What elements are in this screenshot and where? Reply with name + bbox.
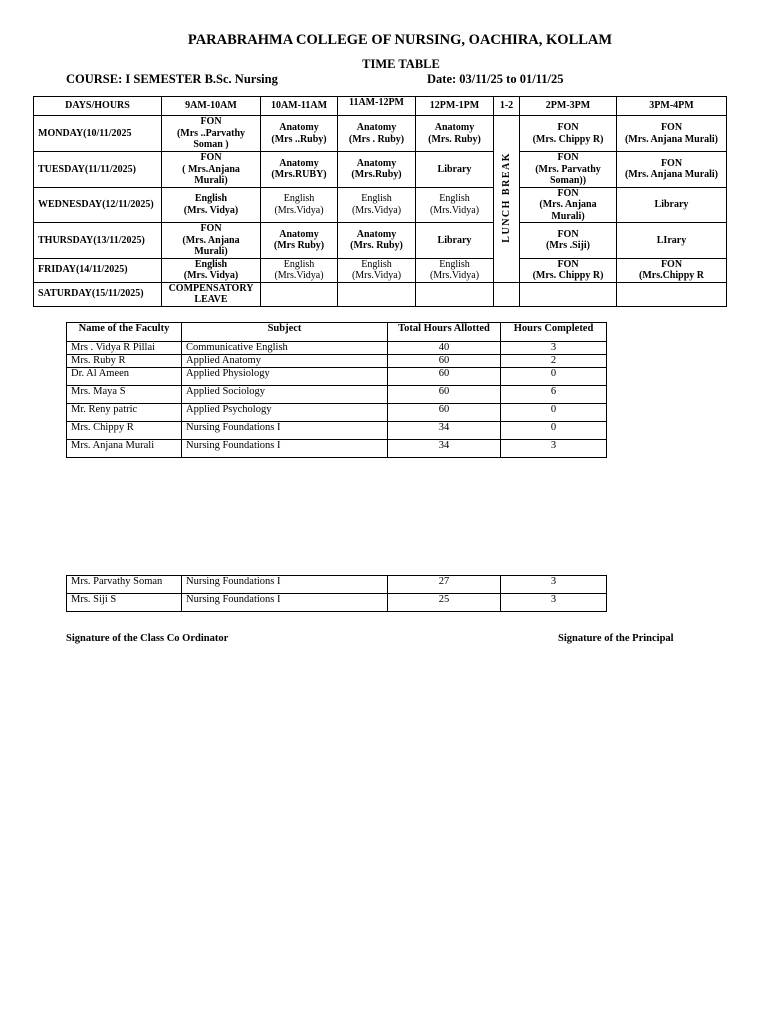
cell-line: LIrary <box>656 234 687 246</box>
timetable-cell <box>617 152 727 188</box>
cell-line: English <box>361 258 392 270</box>
cell-line: Anatomy <box>434 122 475 133</box>
cell-line: FON <box>557 122 579 133</box>
cell-line: (Mrs.Chippy R <box>638 270 704 281</box>
cell-line: (Mrs.Vidya) <box>429 270 480 281</box>
lunch-break-cell <box>494 116 520 283</box>
faculty-subject: Nursing Foundations I <box>182 422 388 440</box>
total-hours: 40 <box>388 342 501 355</box>
cell-line: (Mrs. Vidya) <box>183 270 239 281</box>
day-label: SATURDAY(15/11/2025) <box>34 282 162 306</box>
timetable-cell <box>338 152 416 188</box>
faculty-row <box>67 386 607 404</box>
cell-line: (Mrs.Vidya) <box>274 204 324 216</box>
timetable-cell <box>162 152 261 188</box>
total-hours: 60 <box>388 368 501 386</box>
timetable-cell <box>261 116 338 152</box>
faculty-row <box>67 576 607 594</box>
timetable-cell <box>338 258 416 282</box>
cell-line: (Mrs.Vidya) <box>351 204 402 216</box>
timetable-cell <box>617 187 727 223</box>
header-hour: 3PM-4PM <box>617 97 727 116</box>
faculty-subject: Applied Psychology <box>182 404 388 422</box>
header-hours-completed: Hours Completed <box>501 323 607 342</box>
cell-line: Anatomy <box>279 228 319 240</box>
cell-line: Soman)) <box>549 175 587 186</box>
hours-completed: 0 <box>501 422 607 440</box>
day-label: MONDAY(10/11/2025 <box>34 116 162 152</box>
timetable-cell <box>520 152 617 188</box>
total-hours: 34 <box>388 440 501 458</box>
timetable-header-row <box>34 97 727 116</box>
faculty-subject: Applied Physiology <box>182 368 388 386</box>
faculty-name: Mrs. Anjana Murali <box>67 440 182 458</box>
timetable-cell <box>520 258 617 282</box>
hours-completed: 6 <box>501 386 607 404</box>
cell-line: LEAVE <box>194 294 228 305</box>
cell-line: English <box>283 258 315 270</box>
faculty-name: Mrs. Maya S <box>67 386 182 404</box>
timetable-cell <box>338 282 416 306</box>
header-faculty-name: Name of the Faculty <box>67 323 182 342</box>
timetable-cell <box>416 187 494 223</box>
day-label: TUESDAY(11/11/2025) <box>34 152 162 188</box>
cell-line: (Mrs.Vidya) <box>351 270 402 281</box>
cell-line: (Mrs. Ruby) <box>428 133 481 145</box>
timetable <box>33 96 727 307</box>
faculty-name: Dr. Al Ameen <box>67 368 182 386</box>
cell-line: (Mrs. Parvathy <box>535 163 601 175</box>
faculty-subject: Applied Sociology <box>182 386 388 404</box>
cell-line: English <box>283 193 315 205</box>
timetable-cell <box>520 187 617 223</box>
faculty-name: Mr. Reny patric <box>67 404 182 422</box>
timetable-cell <box>520 282 617 306</box>
faculty-subject: Nursing Foundations I <box>182 440 388 458</box>
faculty-row <box>67 440 607 458</box>
total-hours: 60 <box>388 404 501 422</box>
faculty-subject: Nursing Foundations I <box>182 594 388 612</box>
cell-line: (Mrs.RUBY) <box>271 169 327 181</box>
timetable-row <box>34 282 727 306</box>
cell-line: FON <box>200 223 222 234</box>
timetable-cell <box>162 223 261 259</box>
cell-line: Anatomy <box>279 157 319 169</box>
cell-line: FON <box>200 116 222 128</box>
document-title: TIME TABLE <box>362 57 440 71</box>
header-hour: 11AM-12PM <box>338 97 416 116</box>
cell-line: Library <box>654 199 689 210</box>
timetable-cell <box>416 116 494 152</box>
timetable-row <box>34 258 727 282</box>
timetable-cell <box>261 282 338 306</box>
faculty-subject: Applied Anatomy <box>182 355 388 368</box>
timetable-cell <box>338 187 416 223</box>
course-label: COURSE: I SEMESTER B.Sc. Nursing <box>66 72 278 86</box>
hours-completed: 0 <box>501 368 607 386</box>
cell-line: (Mrs. Anjana <box>539 199 597 210</box>
timetable-cell <box>162 116 261 152</box>
total-hours: 34 <box>388 422 501 440</box>
faculty-row <box>67 342 607 355</box>
timetable-cell <box>416 258 494 282</box>
principal-signature: Signature of the Principal <box>558 633 674 644</box>
timetable-row <box>34 187 727 223</box>
cell-line: (Mrs. Anjana Murali) <box>624 133 719 145</box>
cell-line: ( Mrs.Anjana <box>182 163 240 175</box>
timetable-cell <box>261 187 338 223</box>
timetable-row <box>34 152 727 188</box>
timetable-cell <box>416 282 494 306</box>
timetable-cell <box>416 152 494 188</box>
faculty-name: Mrs. Chippy R <box>67 422 182 440</box>
cell-line: (Mrs . Ruby) <box>348 133 405 145</box>
cell-line: Anatomy <box>356 228 397 240</box>
cell-line: (Mrs. Anjana <box>182 234 240 246</box>
cell-line: FON <box>200 152 222 163</box>
timetable-cell <box>617 282 727 306</box>
faculty-subject: Communicative English <box>182 342 388 355</box>
cell-line: (Mrs. Ruby) <box>350 240 403 252</box>
cell-line: FON <box>660 157 683 169</box>
hours-completed: 3 <box>501 594 607 612</box>
cell-line: FON <box>557 258 579 270</box>
hours-completed: 3 <box>501 576 607 594</box>
hours-completed: 2 <box>501 355 607 368</box>
hours-completed: 3 <box>501 440 607 458</box>
cell-line: COMPENSATORY <box>168 282 254 294</box>
header-days: DAYS/HOURS <box>34 97 162 116</box>
cell-line: English <box>194 193 228 205</box>
timetable-cell <box>162 282 261 306</box>
cell-line: (Mrs .Siji) <box>546 240 590 252</box>
cell-line: FON <box>660 258 683 270</box>
faculty-name: Mrs. Parvathy Soman <box>67 576 182 594</box>
cell-line: (Mrs. Chippy R) <box>532 133 604 145</box>
faculty-subject: Nursing Foundations I <box>182 576 388 594</box>
timetable-cell <box>338 223 416 259</box>
day-label: THURSDAY(13/11/2025) <box>34 223 162 259</box>
header-hour: 9AM-10AM <box>162 97 261 116</box>
cell-line: FON <box>660 122 683 133</box>
college-name: PARABRAHMA COLLEGE OF NURSING, OACHIRA, KOLLAM <box>187 32 613 48</box>
cell-line: English <box>439 258 470 270</box>
timetable-row <box>34 223 727 259</box>
cell-line: (Mrs. Anjana Murali) <box>624 169 719 181</box>
timetable-cell <box>261 223 338 259</box>
faculty-row <box>67 422 607 440</box>
cell-line: Anatomy <box>356 122 397 133</box>
cell-line: (Mrs.Vidya) <box>429 204 480 216</box>
timetable-cell <box>617 258 727 282</box>
timetable-row <box>34 116 727 152</box>
header-hour: 12PM-1PM <box>416 97 494 116</box>
timetable-cell <box>261 152 338 188</box>
cell-line: (Mrs.Ruby) <box>351 169 402 181</box>
header-subject: Subject <box>182 323 388 342</box>
timetable-cell <box>162 258 261 282</box>
cell-line: FON <box>557 228 579 240</box>
cell-line: English <box>194 258 228 270</box>
total-hours: 27 <box>388 576 501 594</box>
timetable-cell <box>162 187 261 223</box>
header-total-hours: Total Hours Allotted <box>388 323 501 342</box>
cell-line: English <box>439 193 470 205</box>
timetable-cell <box>520 223 617 259</box>
day-label: WEDNESDAY(12/11/2025) <box>34 187 162 223</box>
cell-line: Library <box>437 234 472 246</box>
date-range: Date: 03/11/25 to 01/11/25 <box>427 72 564 86</box>
faculty-name: Mrs. Siji S <box>67 594 182 612</box>
cell-line: (Mrs Ruby) <box>273 240 325 252</box>
total-hours: 60 <box>388 355 501 368</box>
cell-line: (Mrs. Chippy R) <box>532 270 604 281</box>
faculty-row <box>67 368 607 386</box>
faculty-table <box>66 322 607 458</box>
header-hour: 2PM-3PM <box>520 97 617 116</box>
cell-line: FON <box>557 152 579 163</box>
faculty-row <box>67 404 607 422</box>
cell-line: Murali) <box>194 246 228 257</box>
header-hour: 10AM-11AM <box>261 97 338 116</box>
total-hours: 60 <box>388 386 501 404</box>
lunch-empty-cell <box>494 282 520 306</box>
faculty-row <box>67 355 607 368</box>
faculty-name: Mrs . Vidya R Pillai <box>67 342 182 355</box>
cell-line: (Mrs ..Ruby) <box>271 133 327 145</box>
cell-line: Anatomy <box>279 122 319 133</box>
coordinator-signature: Signature of the Class Co Ordinator <box>66 633 229 644</box>
faculty-name: Mrs. Ruby R <box>67 355 182 368</box>
cell-line: (Mrs.Vidya) <box>274 270 324 281</box>
timetable-cell <box>416 223 494 259</box>
cell-line: FON <box>557 187 579 199</box>
header-lunch-hour: 1-2 <box>494 97 520 116</box>
total-hours: 25 <box>388 594 501 612</box>
timetable-cell <box>261 258 338 282</box>
cell-line: Anatomy <box>356 157 397 169</box>
cell-line: (Mrs ..Parvathy <box>176 127 246 139</box>
cell-line: Murali) <box>194 175 228 186</box>
faculty-row <box>67 594 607 612</box>
faculty-table-continued <box>66 575 607 612</box>
timetable-cell <box>617 116 727 152</box>
day-label: FRIDAY(14/11/2025) <box>34 258 162 282</box>
cell-line: English <box>361 193 392 205</box>
timetable-cell <box>338 116 416 152</box>
cell-line: Library <box>437 163 472 175</box>
timetable-cell <box>520 116 617 152</box>
timetable-cell <box>617 223 727 259</box>
lunch-break-label: LUNCH BREAK <box>500 151 512 243</box>
cell-line: (Mrs. Vidya) <box>183 204 239 216</box>
hours-completed: 3 <box>501 342 607 355</box>
hours-completed: 0 <box>501 404 607 422</box>
cell-line: Murali) <box>551 210 585 222</box>
cell-line: Soman ) <box>193 139 229 151</box>
faculty-header-row <box>67 323 607 342</box>
